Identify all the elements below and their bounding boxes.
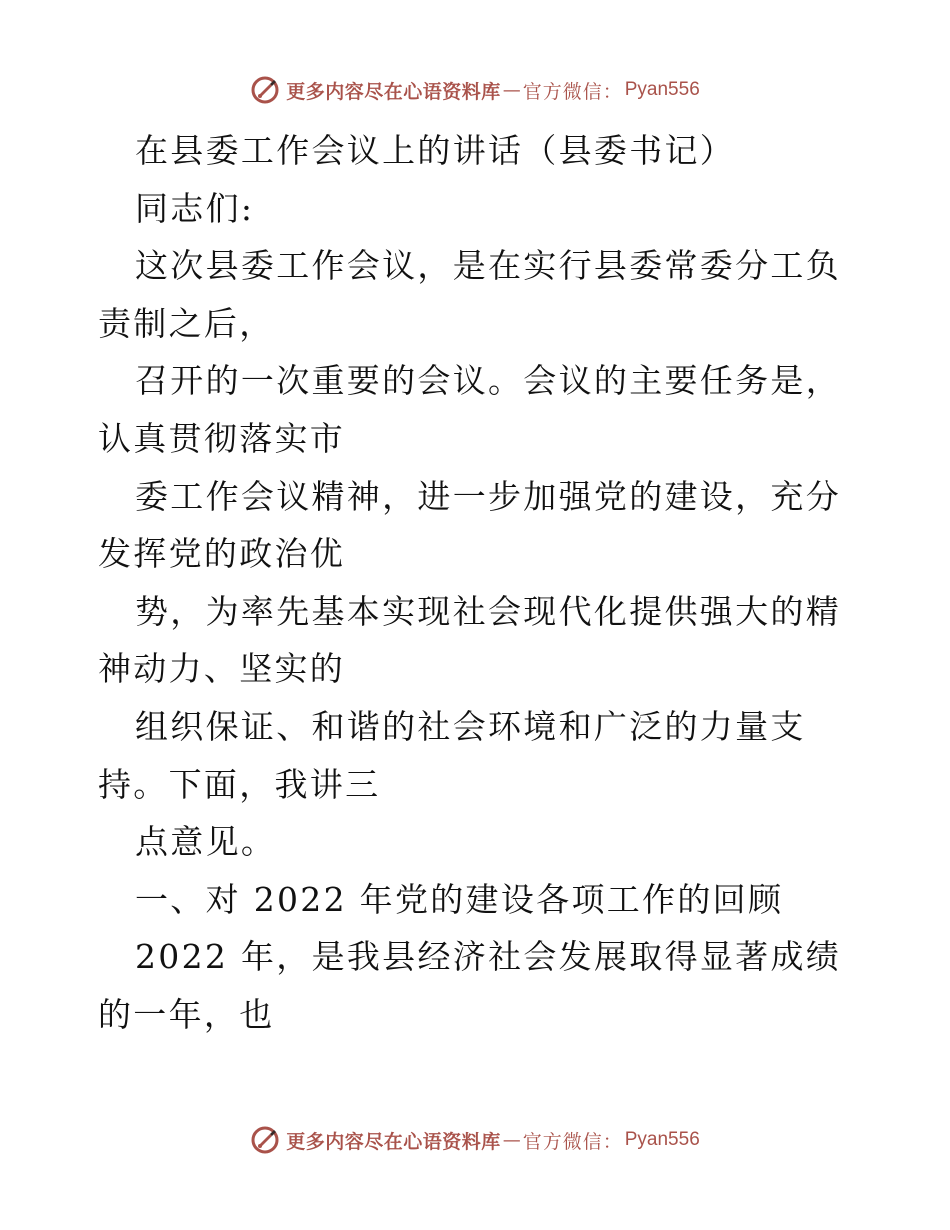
banner-brand-text: 更多内容尽在心语资料库: [286, 1130, 501, 1153]
library-logo-icon: [250, 75, 280, 105]
banner-wechat-label: 官方微信：: [522, 80, 623, 103]
paragraph-1: 这次县委工作会议，是在实行县委常委分工负责制之后，: [98, 246, 841, 343]
paragraph-6: 点意见。: [135, 822, 277, 862]
document-body: [98, 122, 858, 1044]
paragraph-2: 召开的一次重要的会议。会议的主要任务是，认真贯彻落实市: [98, 361, 841, 458]
banner-wechat-label: 官方微信：: [522, 1130, 623, 1153]
paragraph-4: 势，为率先基本实现社会现代化提供强大的精神动力、坚实的: [98, 591, 841, 689]
banner-dash: —: [502, 79, 521, 101]
banner-dash: —: [502, 1129, 521, 1151]
banner-wechat-id: Pyan556: [624, 1129, 700, 1150]
header-watermark-banner: [0, 72, 950, 108]
document-salutation: 同志们:: [135, 188, 255, 228]
banner-brand-text: 更多内容尽在心语资料库: [286, 80, 501, 103]
footer-watermark-banner: [0, 1122, 950, 1158]
library-logo-icon: [250, 1125, 280, 1155]
banner-wechat-id: Pyan556: [624, 79, 700, 100]
paragraph-3: 委工作会议精神，进一步加强党的建设，充分发挥党的政治优: [98, 476, 841, 574]
section-paragraph: 2022 年，是我县经济社会发展取得显著成绩的一年，也: [98, 937, 842, 1034]
section-heading: 一、对 2022 年党的建设各项工作的回顾: [135, 879, 784, 919]
document-title: 在县委工作会议上的讲话（县委书记）: [135, 131, 736, 170]
paragraph-5: 组织保证、和谐的社会环境和广泛的力量支持。下面，我讲三: [98, 706, 806, 804]
